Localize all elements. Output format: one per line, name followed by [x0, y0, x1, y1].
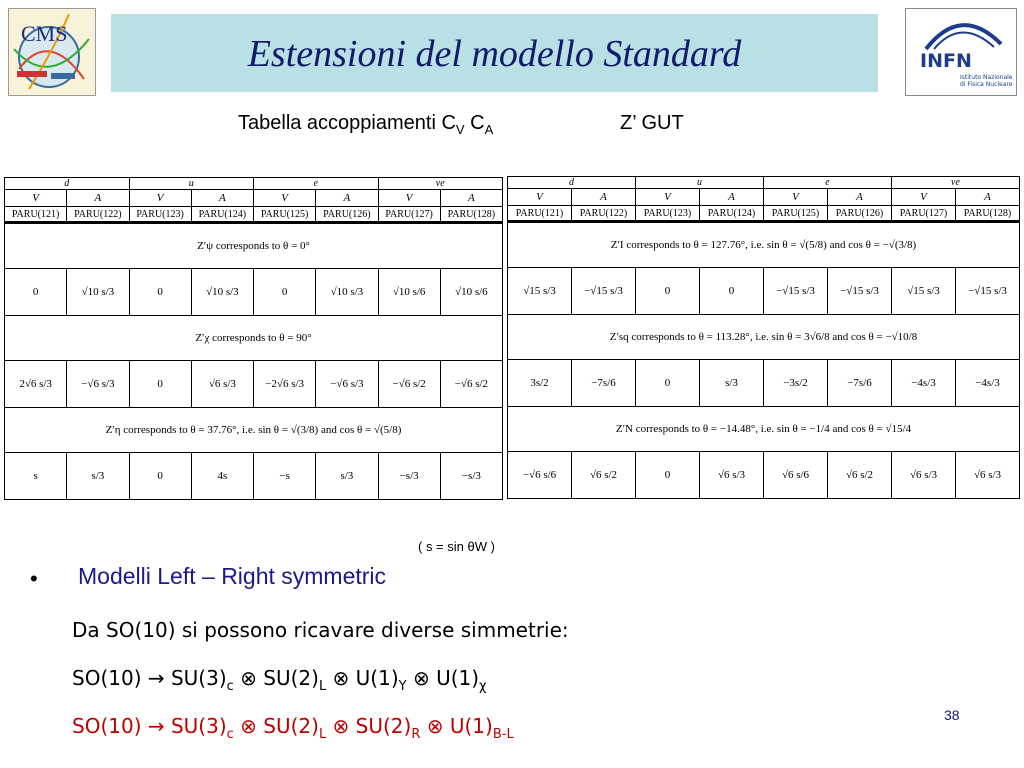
coupling-value: √6 s/3	[956, 452, 1020, 499]
model-description-row	[508, 222, 1020, 268]
coupling-value: 0	[254, 269, 316, 316]
svg-text:INFN: INFN	[920, 50, 972, 72]
va-header-row	[508, 189, 1020, 206]
coupling-value: √10 s/6	[378, 269, 440, 316]
cms-logo	[8, 8, 96, 96]
fermion-header: u	[636, 177, 764, 189]
coupling-value: 4s	[191, 453, 253, 500]
bullet-icon: •	[30, 566, 38, 591]
coupling-value: −7s/6	[572, 360, 636, 407]
fermion-header: νe	[378, 178, 503, 190]
va-header: A	[67, 190, 129, 207]
coupling-value: √10 s/3	[191, 269, 253, 316]
coupling-value: 0	[129, 269, 191, 316]
paru-cell: PARU(126)	[828, 206, 892, 222]
paru-cell: PARU(125)	[764, 206, 828, 222]
coupling-table-left	[4, 177, 503, 500]
paru-cell: PARU(122)	[572, 206, 636, 222]
coupling-value: 0	[5, 269, 67, 316]
coupling-value: s	[5, 453, 67, 500]
coupling-value: √10 s/6	[440, 269, 502, 316]
coupling-value: 0	[129, 361, 191, 408]
coupling-value: −√15 s/3	[956, 268, 1020, 315]
va-header: V	[378, 190, 440, 207]
fermion-header-row	[5, 178, 503, 190]
title-bar	[111, 14, 878, 92]
coupling-value: √6 s/6	[764, 452, 828, 499]
model-description-row	[5, 316, 503, 361]
coupling-values-row	[5, 361, 503, 408]
coupling-table-right	[507, 176, 1020, 499]
va-header: A	[700, 189, 764, 206]
va-header: V	[254, 190, 316, 207]
slide-title: Estensioni del modello Standard	[247, 33, 742, 75]
coupling-value: −√15 s/3	[828, 268, 892, 315]
coupling-value: 0	[129, 453, 191, 500]
paru-cell: PARU(128)	[956, 206, 1020, 222]
paru-cell: PARU(127)	[892, 206, 956, 222]
coupling-value: √6 s/3	[700, 452, 764, 499]
sine-theta-note: ( s = sin θW )	[418, 539, 495, 554]
coupling-value: √10 s/3	[67, 269, 129, 316]
svg-text:CMS: CMS	[21, 21, 68, 46]
paru-cell: PARU(127)	[378, 207, 440, 223]
coupling-value: −4s/3	[956, 360, 1020, 407]
coupling-value: √6 s/2	[828, 452, 892, 499]
paru-cell: PARU(121)	[508, 206, 572, 222]
model-description-row	[508, 315, 1020, 360]
coupling-value: −s/3	[378, 453, 440, 500]
coupling-value: 0	[700, 268, 764, 315]
va-header: A	[572, 189, 636, 206]
svg-text:Istituto Nazionale: Istituto Nazionale	[960, 74, 1013, 81]
gut-label: Z’ GUT	[620, 112, 684, 134]
paru-cell: PARU(122)	[67, 207, 129, 223]
model-description-row	[508, 407, 1020, 452]
symmetry-chain-1: $SO(10) \to SU(3)_c$ ⊗ $SU(2)_L$ ⊗ $U(1)_Y$ ⊗ $U(1)_\chi$	[72, 666, 487, 694]
model-description: Z′sq corresponds to θ = 113.28°, i.e. sin θ = 3√6/8 and cos θ = −√10/8	[508, 315, 1020, 360]
coupling-values-row	[5, 453, 503, 500]
cms-logo-icon	[9, 9, 95, 95]
paru-row	[508, 206, 1020, 222]
coupling-value: −√15 s/3	[764, 268, 828, 315]
coupling-value: s/3	[316, 453, 378, 500]
fermion-header: u	[129, 178, 254, 190]
va-header: V	[508, 189, 572, 206]
page-number: 38	[944, 707, 960, 723]
coupling-value: 0	[636, 360, 700, 407]
coupling-value: −4s/3	[892, 360, 956, 407]
paru-cell: PARU(123)	[129, 207, 191, 223]
va-header: A	[956, 189, 1020, 206]
coupling-value: −√6 s/2	[378, 361, 440, 408]
va-header: V	[892, 189, 956, 206]
coupling-value: 0	[636, 268, 700, 315]
svg-text:di Fisica Nucleare: di Fisica Nucleare	[960, 81, 1013, 88]
va-header: V	[5, 190, 67, 207]
model-description: Z′N corresponds to θ = −14.48°, i.e. sin θ = −1/4 and cos θ = √15/4	[508, 407, 1020, 452]
paru-cell: PARU(124)	[700, 206, 764, 222]
coupling-value: −3s/2	[764, 360, 828, 407]
model-description: Z′χ corresponds to θ = 90°	[5, 316, 503, 361]
va-header-row	[5, 190, 503, 207]
paru-row	[5, 207, 503, 223]
coupling-values-row	[508, 452, 1020, 499]
coupling-value: 3s/2	[508, 360, 572, 407]
coupling-value: s/3	[67, 453, 129, 500]
va-header: V	[764, 189, 828, 206]
coupling-value: 2√6 s/3	[5, 361, 67, 408]
infn-logo-icon	[906, 9, 1016, 95]
table-subtitle: Tabella accoppiamenti $C_V$ $C_A$	[238, 112, 494, 137]
va-header: A	[191, 190, 253, 207]
model-description-row	[5, 223, 503, 269]
paru-cell: PARU(125)	[254, 207, 316, 223]
coupling-values-row	[508, 268, 1020, 315]
coupling-value: −√6 s/6	[508, 452, 572, 499]
coupling-value: −7s/6	[828, 360, 892, 407]
paru-cell: PARU(123)	[636, 206, 700, 222]
paru-cell: PARU(128)	[440, 207, 502, 223]
symmetry-chain-2: $SO(10) \to SU(3)_c$ ⊗ $SU(2)_L$ ⊗ $SU(2)_R$ ⊗ $U(1)_{B-L}$	[72, 714, 514, 742]
coupling-value: √10 s/3	[316, 269, 378, 316]
body-line-1: Da SO(10) si possono ricavare diverse simmetrie:	[72, 618, 569, 642]
coupling-value: √6 s/3	[191, 361, 253, 408]
coupling-value: √15 s/3	[892, 268, 956, 315]
coupling-value: −√6 s/3	[316, 361, 378, 408]
paru-cell: PARU(124)	[191, 207, 253, 223]
coupling-value: 0	[636, 452, 700, 499]
bullet-heading: Modelli Left – Right symmetric	[78, 563, 387, 589]
coupling-value: −√6 s/2	[440, 361, 502, 408]
fermion-header: d	[508, 177, 636, 189]
paru-cell: PARU(121)	[5, 207, 67, 223]
fermion-header: e	[764, 177, 892, 189]
coupling-value: −√15 s/3	[572, 268, 636, 315]
coupling-values-row	[5, 269, 503, 316]
va-header: A	[316, 190, 378, 207]
infn-logo	[905, 8, 1017, 96]
coupling-value: −√6 s/3	[67, 361, 129, 408]
model-description: Z′ψ corresponds to θ = 0°	[5, 223, 503, 269]
va-header: V	[129, 190, 191, 207]
fermion-header: d	[5, 178, 130, 190]
coupling-value: −2√6 s/3	[254, 361, 316, 408]
coupling-value: −s	[254, 453, 316, 500]
coupling-values-row	[508, 360, 1020, 407]
fermion-header-row	[508, 177, 1020, 189]
paru-cell: PARU(126)	[316, 207, 378, 223]
model-description: Z′η corresponds to θ = 37.76°, i.e. sin θ = √(3/8) and cos θ = √(5/8)	[5, 408, 503, 453]
va-header: A	[828, 189, 892, 206]
coupling-value: √6 s/2	[572, 452, 636, 499]
va-header: A	[440, 190, 502, 207]
coupling-value: √6 s/3	[892, 452, 956, 499]
coupling-value: −s/3	[440, 453, 502, 500]
fermion-header: e	[254, 178, 379, 190]
model-description-row	[5, 408, 503, 453]
coupling-value: √15 s/3	[508, 268, 572, 315]
model-description: Z′I corresponds to θ = 127.76°, i.e. sin θ = √(5/8) and cos θ = −√(3/8)	[508, 222, 1020, 268]
coupling-value: s/3	[700, 360, 764, 407]
fermion-header: νe	[892, 177, 1020, 189]
va-header: V	[636, 189, 700, 206]
